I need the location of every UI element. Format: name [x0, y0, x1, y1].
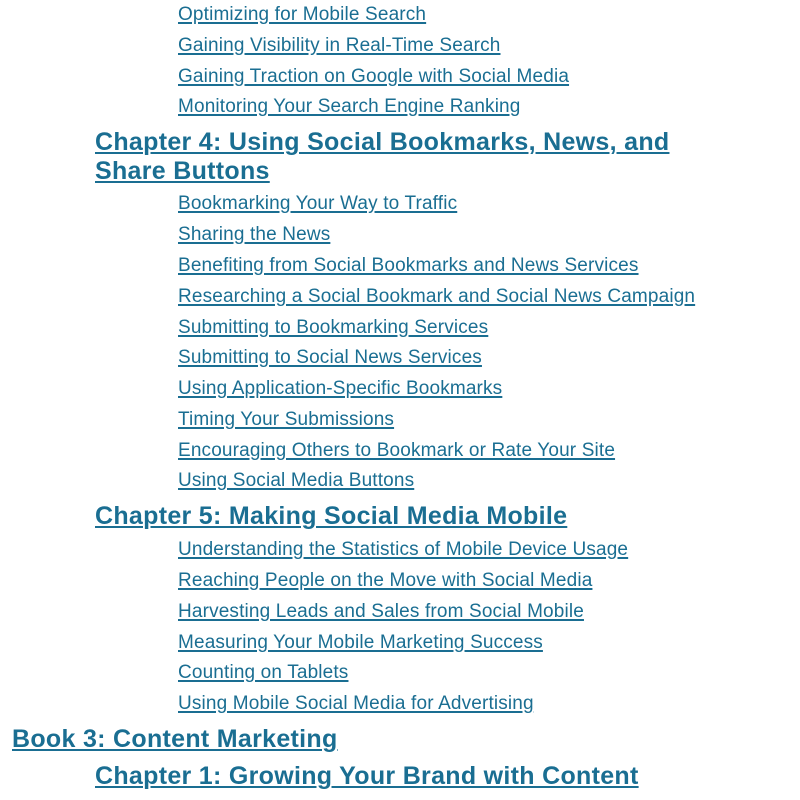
toc-link-ch4-timing[interactable]: Timing Your Submissions: [178, 409, 395, 430]
chapter-4-title-line-2[interactable]: Share Buttons: [95, 157, 270, 185]
toc-link-ch4-bookmarking-traffic[interactable]: Bookmarking Your Way to Traffic: [178, 193, 458, 214]
toc-link-ch4-submitting-news[interactable]: Submitting to Social News Services: [178, 347, 482, 368]
book-3-title[interactable]: Book 3: Content Marketing: [12, 725, 338, 753]
toc-link-ch5-measuring[interactable]: Measuring Your Mobile Marketing Success: [178, 632, 543, 653]
toc-link-ch4-submitting-bookmarking[interactable]: Submitting to Bookmarking Services: [178, 317, 489, 338]
toc-link-ch4-social-buttons[interactable]: Using Social Media Buttons: [178, 470, 415, 491]
toc-link-ch4-benefiting[interactable]: Benefiting from Social Bookmarks and News Services: [178, 255, 639, 276]
book-3-chapter-1-title[interactable]: Chapter 1: Growing Your Brand with Content: [95, 762, 639, 790]
toc-link-ch4-sharing-news[interactable]: Sharing the News: [178, 224, 331, 245]
toc-link-ch5-tablets[interactable]: Counting on Tablets: [178, 662, 349, 683]
toc-link-real-time-search[interactable]: Gaining Visibility in Real-Time Search: [178, 35, 501, 56]
chapter-4-title-line-1[interactable]: Chapter 4: Using Social Bookmarks, News, and: [95, 128, 670, 156]
toc-link-ch4-encouraging[interactable]: Encouraging Others to Bookmark or Rate Your Site: [178, 440, 616, 461]
toc-link-ch5-statistics[interactable]: Understanding the Statistics of Mobile Device Usage: [178, 539, 629, 560]
toc-link-ch4-application-bookmarks[interactable]: Using Application-Specific Bookmarks: [178, 378, 503, 399]
toc-link-ch5-harvesting-leads[interactable]: Harvesting Leads and Sales from Social Mobile: [178, 601, 584, 622]
toc-link-ch5-reaching-people[interactable]: Reaching People on the Move with Social Media: [178, 570, 593, 591]
toc-link-monitoring-ranking[interactable]: Monitoring Your Search Engine Ranking: [178, 96, 521, 117]
toc-link-optimizing-mobile-search[interactable]: Optimizing for Mobile Search: [178, 4, 427, 25]
chapter-5-title[interactable]: Chapter 5: Making Social Media Mobile: [95, 502, 568, 530]
toc-link-ch4-researching[interactable]: Researching a Social Bookmark and Social News Campaign: [178, 286, 696, 307]
toc-link-ch5-advertising[interactable]: Using Mobile Social Media for Advertising: [178, 693, 534, 714]
toc-link-traction-google[interactable]: Gaining Traction on Google with Social Media: [178, 66, 570, 87]
